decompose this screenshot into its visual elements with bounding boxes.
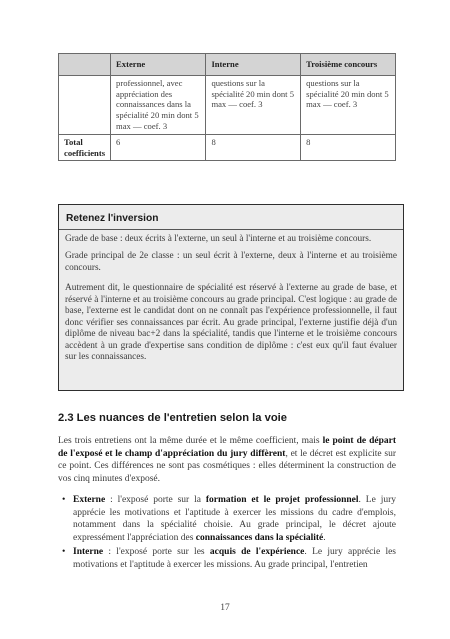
table-header-troisieme: Troisième concours [301, 54, 396, 76]
table-header-row [59, 54, 396, 76]
table-header-empty [59, 54, 111, 76]
table-cell-empty [59, 75, 111, 134]
bullet-label-externe: Externe [73, 495, 106, 505]
bullet-label-interne: Interne [73, 547, 104, 557]
bullet-emphasis: formation et le projet professionnel [205, 495, 359, 505]
page-number: 17 [220, 603, 230, 613]
intro-emphasis: le point de départ de l'exposé et le champ d'appréciation du jury diffèrent [58, 436, 396, 459]
callout-title: Retenez l'inversion [66, 213, 159, 224]
callout-divider [59, 229, 403, 230]
bullet-emphasis: connaissances dans la spécialité [195, 532, 324, 543]
bullet-text: . [323, 532, 326, 543]
totals-interne: 8 [206, 134, 301, 161]
totals-externe: 6 [111, 134, 206, 161]
callout-paragraph-3: Autrement dit, le questionnaire de spécialité est réservé à l'externe au grade de base, et réservé à l'interne et au troisième concours au grade principal. C'est logique : au grade de base, l'externe est le candidat dont on ne connaît pas l'expérience professionnelle, il faut donc vérifier ses connaissances par écrit. Au grade principal, l'externe justifie déjà d'un diplôme de niveau bac+2 dans la spécialité, tandis que l'interne et le troisième concours accèdent à un grade d'expertise sans condition de diplôme : c'est eux qu'il faut évaluer sur les connaissances. [65, 283, 397, 362]
table-cell-externe: professionnel, avec appréciation des connaissances dans la spécialité 20 min dont 5 max — coef. 3 [111, 75, 206, 134]
table-row [59, 75, 396, 134]
intro-text-c: , et le décret est explicite sur ce point. Ces différences ne sont pas cosmétiques : elles déterminent la construction de vos cinq minutes d'exposé. [58, 448, 396, 484]
bullet-text: . Le jury apprécie les motivations et l'aptitude à exercer les missions du cadre d'emplois, notamment dans la spécialité choisie. Au grade principal, le décret ajoute expressément l'appréciation des [73, 495, 396, 543]
list-item-externe [58, 494, 396, 544]
bullet-text: . Le jury apprécie les motivations et l'aptitude à exercer les missions. Au grade principal, l'entretien [73, 547, 397, 570]
table-cell-interne: questions sur la spécialité 20 min dont 5 max — coef. 3 [206, 75, 301, 134]
callout-paragraph-1: Grade de base : deux écrits à l'externe, un seul à l'interne et au troisième concours. [65, 234, 372, 244]
list-item-interne [58, 546, 396, 571]
bullet-icon: • [62, 495, 66, 505]
bullet-text: : l'exposé porte sur les [103, 547, 210, 557]
callout-box [58, 204, 404, 391]
section-heading: 2.3 Les nuances de l'entretien selon la voie [58, 412, 287, 424]
bullet-emphasis: acquis de l'expérience [209, 547, 305, 557]
table-cell-troisieme: questions sur la spécialité 20 min dont 5 max — coef. 3 [301, 75, 396, 134]
bullet-list [58, 494, 396, 573]
totals-troisieme: 8 [301, 134, 396, 161]
section-intro [58, 435, 396, 485]
callout-paragraph-2: Grade principal de 2e classe : un seul écrit à l'externe, deux à l'interne et au troisième concours. [65, 251, 397, 273]
bullet-icon: • [62, 547, 66, 557]
table-header-externe: Externe [111, 54, 206, 76]
coefficients-table [58, 53, 396, 161]
table-row-totals [59, 134, 396, 161]
totals-label: Total coefficients [59, 134, 111, 161]
bullet-text: : l'exposé porte sur la [105, 495, 206, 505]
intro-text-a: Les trois entretiens ont la même durée et le même coefficient, mais [58, 436, 323, 446]
table-header-interne: Interne [206, 54, 301, 76]
